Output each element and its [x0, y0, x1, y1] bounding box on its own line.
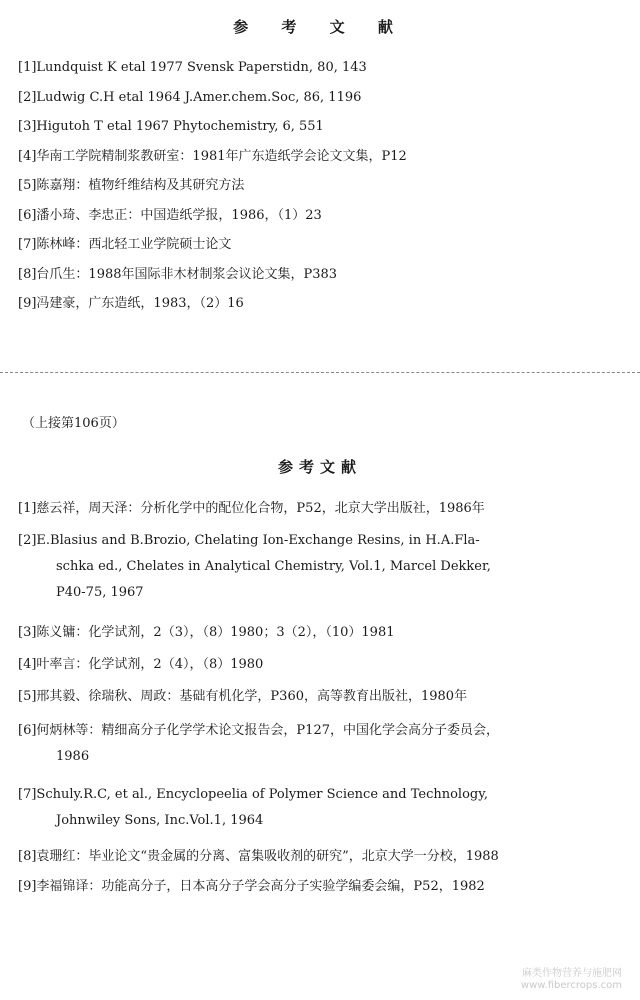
site-watermark [521, 968, 622, 992]
reference-line [18, 846, 634, 868]
watermark-site-name: 麻类作物营养与施肥网 [522, 968, 622, 979]
reference-line [18, 782, 634, 808]
reference-text: 华南工学院精制浆教研室：1981年广东造纸学会论文文集，P12 [36, 148, 407, 164]
reference-text: 陈嘉翔：植物纤维结构及其研究方法 [36, 178, 245, 193]
reference-line [18, 718, 634, 744]
reference-line [18, 265, 634, 285]
reference-text: schka ed., Chelates in Analytical Chemistry, Vol.1, Marcel Dekker, [56, 559, 491, 574]
reference-number: [6] [18, 723, 37, 738]
reference-text: 李福锦译：功能高分子，日本高分子学会高分子实验学编委会编，P52，1982 [36, 879, 485, 894]
reference-item [18, 718, 634, 770]
reference-item [18, 498, 634, 520]
reference-number: [8] [18, 849, 37, 864]
reference-text: Higutoh T etal 1967 Phytochemistry, 6, 551 [36, 119, 324, 134]
reference-line [18, 622, 634, 644]
reference-continuation-line [18, 808, 634, 834]
reference-item [18, 846, 634, 868]
reference-item [18, 58, 634, 88]
reference-line [18, 147, 634, 167]
reference-text: Johnwiley Sons, Inc.Vol.1, 1964 [56, 813, 264, 828]
reference-text: 叶率言：化学试剂，2（4），（8）1980 [36, 657, 264, 672]
reference-line [18, 235, 634, 255]
reference-number: [5] [18, 689, 37, 704]
references-heading-bottom: 参考文献 [277, 458, 362, 476]
reference-number: [6] [18, 207, 37, 223]
reference-number: [2] [18, 533, 37, 548]
reference-line [18, 88, 634, 108]
reference-line [18, 117, 634, 137]
reference-text: 何炳林等：精细高分子化学学术论文报告会，P127，中国化学会高分子委员会， [36, 723, 499, 738]
reference-text: E.Blasius and B.Brozio, Chelating Ion-Exchange Resins, in H.A.Fla- [36, 533, 480, 548]
reference-item [18, 686, 634, 708]
reference-number: [1] [18, 60, 37, 75]
reference-text: Schuly.R.C, et al., Encyclopeelia of Polymer Science and Technology, [36, 787, 488, 802]
reference-line [18, 206, 634, 226]
reference-text: 邢其毅、徐瑞秋、周政：基础有机化学，P360，高等教育出版社，1980年 [36, 689, 468, 704]
reference-number: [3] [18, 625, 37, 640]
reference-line [18, 498, 634, 520]
reference-item [18, 206, 634, 236]
reference-number: [2] [18, 89, 37, 105]
reference-text: 陈林峰：西北轻工业学院硕士论文 [36, 237, 232, 252]
reference-number: [9] [18, 296, 37, 311]
reference-line [18, 654, 634, 676]
continued-from-note: （上接第106页） [22, 416, 125, 431]
references-heading-top: 参 考 文 献 [233, 18, 407, 36]
reference-text: 袁珊红：毕业论文“贵金属的分离、富集吸收剂的研究”，北京大学一分校，1988 [36, 849, 499, 864]
reference-text: 陈义镛：化学试剂，2（3），（8）1980；3（2），（10）1981 [36, 625, 395, 640]
reference-number: [5] [18, 178, 37, 193]
reference-number: [3] [18, 119, 37, 134]
reference-line [18, 58, 634, 78]
reference-text: 慈云祥，周天泽：分析化学中的配位化合物，P52，北京大学出版社，1986年 [36, 501, 485, 516]
reference-text: P40-75, 1967 [56, 585, 144, 600]
reference-item [18, 117, 634, 147]
reference-list-top [18, 58, 634, 324]
reference-item [18, 265, 634, 295]
reference-item [18, 176, 634, 206]
reference-number: [4] [18, 148, 37, 164]
reference-continuation-line [18, 580, 634, 606]
reference-text: Lundquist K etal 1977 Svensk Paperstidn, 80, 143 [36, 60, 367, 75]
reference-line [18, 876, 634, 898]
reference-text: 台爪生：1988年国际非木材制浆会议论文集，P383 [36, 266, 338, 282]
reference-item [18, 622, 634, 644]
reference-number: [8] [18, 266, 37, 282]
reference-text: 冯建豪，广东造纸，1983，（2）16 [36, 296, 244, 311]
reference-text: 1986 [56, 749, 90, 764]
reference-text: Ludwig C.H etal 1964 J.Amer.chem.Soc, 86, 1196 [36, 89, 362, 105]
reference-item [18, 782, 634, 834]
reference-number: [7] [18, 787, 37, 802]
reference-list-bottom [18, 498, 634, 906]
watermark-url: www.fibercrops.com [520, 980, 622, 991]
reference-item [18, 876, 634, 898]
reference-line [18, 294, 634, 314]
reference-number: [4] [18, 657, 37, 672]
reference-number: [1] [18, 501, 37, 516]
reference-item [18, 147, 634, 177]
reference-text: 潘小琦、李忠正：中国造纸学报，1986，（1）23 [36, 207, 322, 223]
reference-continuation-line [18, 744, 634, 770]
reference-item [18, 528, 634, 606]
reference-item [18, 235, 634, 265]
reference-item [18, 88, 634, 118]
reference-number: [7] [18, 237, 37, 252]
section-divider [0, 372, 640, 373]
reference-line [18, 176, 634, 196]
reference-number: [9] [18, 879, 37, 894]
reference-line [18, 528, 634, 554]
reference-item [18, 294, 634, 324]
reference-line [18, 686, 634, 708]
reference-continuation-line [18, 554, 634, 580]
reference-item [18, 654, 634, 676]
